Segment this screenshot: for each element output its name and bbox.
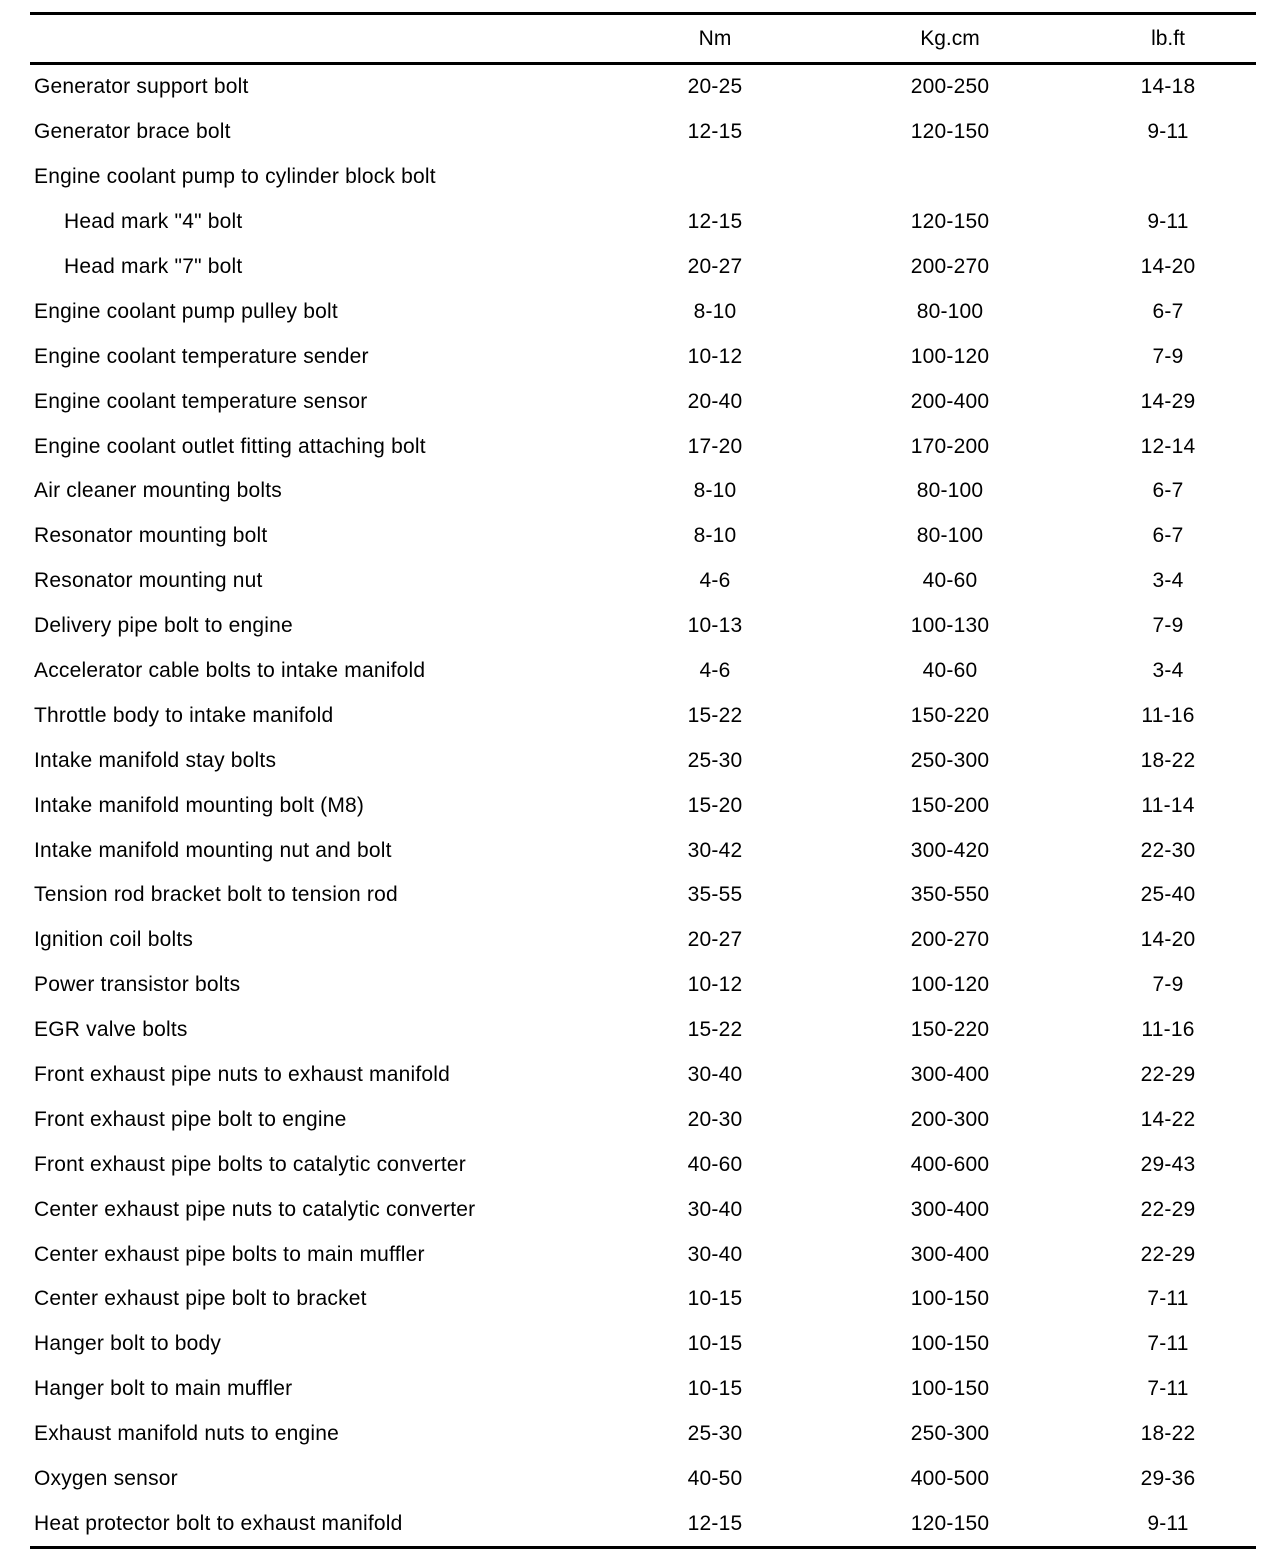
row-nm-value: 30-40 — [687, 1242, 743, 1266]
row-kgcm-value: 400-500 — [910, 1467, 990, 1491]
row-lbft-value — [1080, 155, 1256, 200]
row-lbft-value: 7-11 — [1147, 1287, 1189, 1311]
row-lbft-value: 22-29 — [1140, 1197, 1196, 1221]
row-nm-value: 4-6 — [699, 569, 731, 593]
row-lbft-value: 7-9 — [1152, 973, 1184, 997]
row-nm-value: 40-60 — [687, 1152, 743, 1176]
row-kgcm-value: 350-550 — [910, 883, 990, 907]
row-item: Front exhaust pipe nuts to exhaust manifold — [34, 1063, 451, 1087]
row-nm-value — [630, 155, 850, 200]
row-lbft-value: 11-16 — [1141, 1018, 1195, 1042]
table-row — [30, 289, 1256, 334]
table-row — [30, 1502, 1256, 1547]
row-item: Center exhaust pipe nuts to catalytic converter — [34, 1197, 476, 1221]
table-row — [30, 873, 1256, 918]
row-item: Accelerator cable bolts to intake manifold — [34, 659, 426, 683]
torque-spec-body — [30, 65, 1256, 1546]
table-row — [30, 1322, 1256, 1367]
row-nm-value: 10-12 — [687, 973, 743, 997]
table-row — [30, 604, 1256, 649]
row-lbft-value: 7-11 — [1147, 1377, 1189, 1401]
row-kgcm-value: 80-100 — [916, 524, 984, 548]
table-row — [30, 918, 1256, 963]
row-lbft-value: 6-7 — [1152, 479, 1184, 503]
table-row — [30, 1412, 1256, 1457]
row-nm-value: 30-40 — [687, 1063, 743, 1087]
row-item: Power transistor bolts — [34, 973, 241, 997]
row-lbft-value: 9-11 — [1147, 210, 1189, 234]
row-nm-value: 20-30 — [687, 1107, 743, 1131]
row-kgcm-value: 300-400 — [910, 1197, 990, 1221]
row-lbft-value: 22-30 — [1140, 838, 1196, 862]
row-lbft-value: 18-22 — [1140, 748, 1196, 772]
row-item: Air cleaner mounting bolts — [34, 479, 282, 503]
table-row — [30, 424, 1256, 469]
row-nm-value: 15-20 — [687, 793, 743, 817]
table-row — [30, 828, 1256, 873]
table-body — [30, 65, 1256, 1546]
row-lbft-value: 7-9 — [1152, 344, 1184, 368]
row-lbft-value: 11-16 — [1141, 703, 1195, 727]
row-lbft-value: 6-7 — [1152, 299, 1184, 323]
row-lbft-value: 9-11 — [1147, 1511, 1189, 1535]
row-item: Resonator mounting nut — [34, 569, 263, 593]
row-nm-value: 30-42 — [687, 838, 743, 862]
row-kgcm-value: 200-270 — [910, 928, 990, 952]
row-kgcm-value: 120-150 — [910, 1511, 990, 1535]
row-kgcm-value: 80-100 — [916, 479, 984, 503]
row-item: Exhaust manifold nuts to engine — [34, 1422, 340, 1446]
row-nm-value: 20-27 — [687, 255, 743, 278]
row-kgcm-value: 300-400 — [910, 1063, 990, 1087]
row-nm-value: 10-15 — [687, 1377, 743, 1401]
row-item: Generator brace bolt — [34, 120, 231, 144]
table-row — [30, 514, 1256, 559]
row-kgcm-value: 150-200 — [910, 793, 990, 817]
table-row — [30, 1367, 1256, 1412]
row-kgcm-value: 100-150 — [910, 1332, 990, 1356]
row-lbft-value: 18-22 — [1140, 1422, 1196, 1446]
table-row — [30, 783, 1256, 828]
row-item: Resonator mounting bolt — [34, 524, 268, 548]
row-item: Head mark "7" bolt — [64, 255, 243, 278]
row-item: Front exhaust pipe bolt to engine — [34, 1107, 347, 1131]
row-item: Center exhaust pipe bolt to bracket — [34, 1287, 367, 1311]
row-kgcm-value: 250-300 — [910, 748, 990, 772]
header-lbft: lb.ft — [1151, 26, 1185, 50]
row-nm-value: 35-55 — [687, 883, 743, 907]
row-lbft-value: 14-18 — [1140, 75, 1196, 99]
row-lbft-value: 12-14 — [1140, 434, 1196, 458]
row-kgcm-value: 150-220 — [910, 1018, 990, 1042]
row-item: Tension rod bracket bolt to tension rod — [34, 883, 398, 907]
row-item: Engine coolant temperature sender — [34, 344, 369, 368]
row-item: Engine coolant outlet fitting attaching bolt — [34, 434, 426, 458]
table-row — [30, 245, 1256, 290]
row-nm-value: 10-12 — [687, 344, 743, 368]
table-row — [30, 110, 1256, 155]
row-nm-value: 8-10 — [693, 479, 737, 503]
row-lbft-value: 29-36 — [1140, 1467, 1196, 1491]
header-row — [30, 15, 1256, 62]
row-lbft-value: 3-4 — [1152, 659, 1184, 683]
row-lbft-value: 14-29 — [1140, 389, 1196, 413]
row-kgcm-value: 100-120 — [910, 344, 990, 368]
row-kgcm-value: 120-150 — [910, 210, 990, 234]
row-kgcm-value: 300-420 — [910, 838, 990, 862]
row-item: EGR valve bolts — [34, 1018, 188, 1042]
row-lbft-value: 7-11 — [1147, 1332, 1189, 1356]
row-item: Head mark "4" bolt — [64, 210, 243, 234]
table-row — [30, 1187, 1256, 1232]
row-kgcm-value: 200-400 — [910, 389, 990, 413]
row-item: Intake manifold mounting bolt (M8) — [34, 793, 365, 817]
header-nm: Nm — [698, 26, 732, 50]
row-item: Throttle body to intake manifold — [34, 703, 334, 727]
table-row — [30, 1142, 1256, 1187]
row-kgcm-value: 120-150 — [910, 120, 990, 144]
row-kgcm-value: 80-100 — [916, 299, 984, 323]
row-lbft-value: 9-11 — [1147, 120, 1189, 144]
row-kgcm-value: 200-300 — [910, 1107, 990, 1131]
row-nm-value: 25-30 — [687, 1422, 743, 1446]
table-row — [30, 1457, 1256, 1502]
row-item: Engine coolant pump pulley bolt — [34, 299, 338, 323]
row-nm-value: 17-20 — [687, 434, 743, 458]
row-item: Hanger bolt to main muffler — [34, 1377, 293, 1401]
row-kgcm-value: 100-150 — [910, 1377, 990, 1401]
row-item: Intake manifold mounting nut and bolt — [34, 838, 392, 862]
row-item: Engine coolant temperature sensor — [34, 389, 368, 413]
table-row — [30, 1097, 1256, 1142]
row-item: Delivery pipe bolt to engine — [34, 614, 293, 638]
row-lbft-value: 25-40 — [1140, 883, 1196, 907]
row-lbft-value: 6-7 — [1152, 524, 1184, 548]
row-lbft-value: 29-43 — [1140, 1152, 1196, 1176]
row-nm-value: 8-10 — [693, 524, 737, 548]
row-kgcm-value: 40-60 — [922, 659, 978, 683]
table-row — [30, 334, 1256, 379]
row-item: Engine coolant pump to cylinder block bolt — [34, 165, 436, 189]
header-description — [30, 15, 630, 62]
table-row — [30, 559, 1256, 604]
row-nm-value: 12-15 — [687, 210, 743, 234]
row-kgcm-value: 300-400 — [910, 1242, 990, 1266]
row-kgcm-value: 100-150 — [910, 1287, 990, 1311]
row-lbft-value: 7-9 — [1152, 614, 1184, 638]
row-nm-value: 20-27 — [687, 928, 743, 952]
row-lbft-value: 14-22 — [1140, 1107, 1196, 1131]
row-item: Oxygen sensor — [34, 1467, 178, 1491]
row-nm-value: 30-40 — [687, 1197, 743, 1221]
row-lbft-value: 14-20 — [1140, 255, 1196, 278]
table-row — [30, 738, 1256, 783]
table-row — [30, 379, 1256, 424]
table-row — [30, 469, 1256, 514]
torque-spec-document — [30, 12, 1256, 1549]
table-header — [30, 15, 1256, 62]
table-row — [30, 1232, 1256, 1277]
table-row — [30, 693, 1256, 738]
row-lbft-value: 14-20 — [1140, 928, 1196, 952]
row-lbft-value: 3-4 — [1152, 569, 1184, 593]
row-nm-value: 12-15 — [687, 1511, 743, 1535]
table-row — [30, 1008, 1256, 1053]
header-kgcm: Kg.cm — [920, 26, 980, 50]
row-kgcm-value: 200-270 — [910, 255, 990, 278]
row-kgcm-value: 200-250 — [910, 75, 990, 99]
row-nm-value: 8-10 — [693, 299, 737, 323]
row-nm-value: 10-15 — [687, 1287, 743, 1311]
row-nm-value: 15-22 — [687, 1018, 743, 1042]
row-lbft-value: 11-14 — [1141, 793, 1195, 817]
table-row — [30, 649, 1256, 694]
row-item: Center exhaust pipe bolts to main muffler — [34, 1242, 425, 1266]
row-kgcm-value: 150-220 — [910, 703, 990, 727]
torque-spec-table — [30, 15, 1256, 62]
row-kgcm-value: 250-300 — [910, 1422, 990, 1446]
row-kgcm-value: 400-600 — [910, 1152, 990, 1176]
row-nm-value: 40-50 — [687, 1467, 743, 1491]
row-item: Intake manifold stay bolts — [34, 748, 277, 772]
row-item: Ignition coil bolts — [34, 928, 194, 952]
table-row — [30, 963, 1256, 1008]
table-row — [30, 1053, 1256, 1098]
row-item: Hanger bolt to body — [34, 1332, 222, 1356]
table-row — [30, 200, 1256, 245]
row-lbft-value: 22-29 — [1140, 1063, 1196, 1087]
row-nm-value: 10-13 — [687, 614, 743, 638]
table-row — [30, 65, 1256, 110]
row-nm-value: 20-40 — [687, 389, 743, 413]
row-kgcm-value: 40-60 — [922, 569, 978, 593]
row-lbft-value: 22-29 — [1140, 1242, 1196, 1266]
row-nm-value: 4-6 — [699, 659, 731, 683]
row-item: Front exhaust pipe bolts to catalytic converter — [34, 1152, 466, 1176]
row-kgcm-value: 100-120 — [910, 973, 990, 997]
row-kgcm-value: 170-200 — [910, 434, 990, 458]
table-row — [30, 155, 1256, 200]
table-row — [30, 1277, 1256, 1322]
row-nm-value: 25-30 — [687, 748, 743, 772]
bottom-rule — [30, 1546, 1256, 1549]
row-item: Generator support bolt — [34, 75, 249, 99]
row-item: Heat protector bolt to exhaust manifold — [34, 1511, 403, 1535]
row-nm-value: 10-15 — [687, 1332, 743, 1356]
row-kgcm-value — [850, 155, 1080, 200]
row-kgcm-value: 100-130 — [910, 614, 990, 638]
row-nm-value: 20-25 — [687, 75, 743, 99]
row-nm-value: 15-22 — [687, 703, 743, 727]
row-nm-value: 12-15 — [687, 120, 743, 144]
